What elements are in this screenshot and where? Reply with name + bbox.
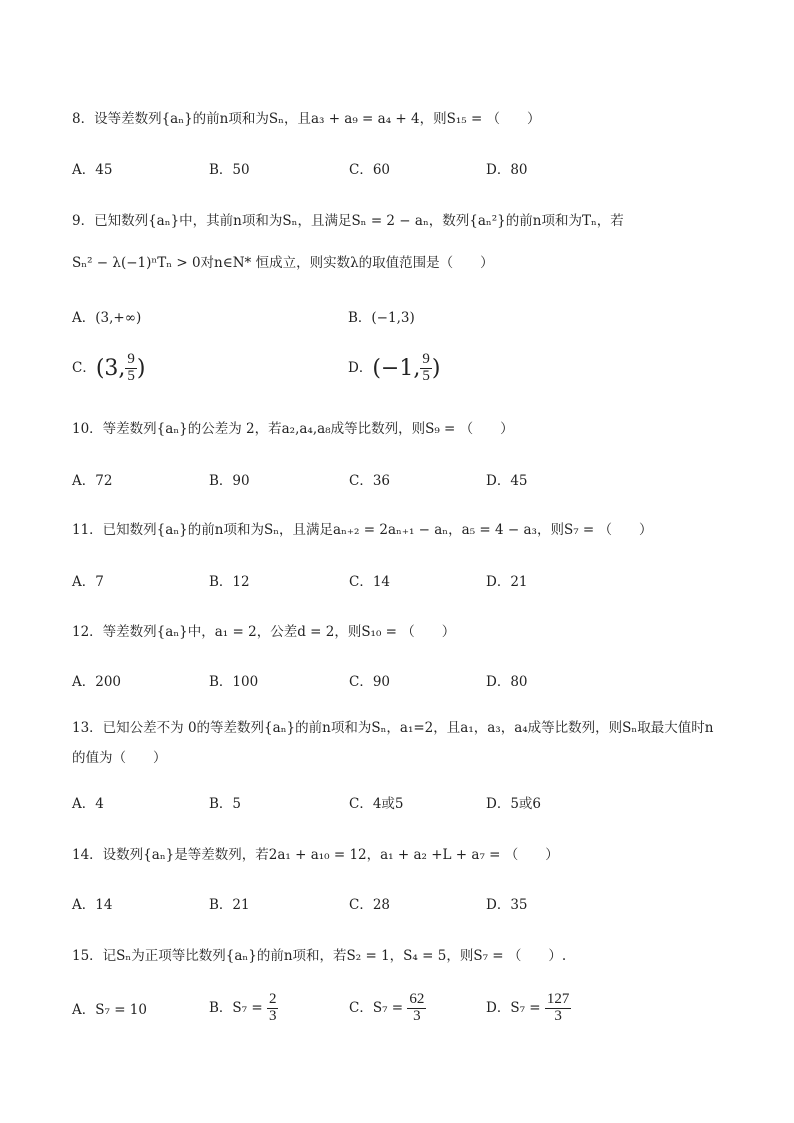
- q9-option-c-label: C．: [72, 359, 96, 376]
- q8-option-b[interactable]: B．50: [209, 162, 250, 178]
- q10-option-c[interactable]: C．36: [349, 473, 391, 489]
- fraction-denominator: 3: [268, 1007, 277, 1024]
- question-10: 10．等差数列{aₙ}的公差为 2，若a₂,a₄,a₈成等比数列，则S₉ = （ ）: [72, 421, 514, 437]
- q13-option-c[interactable]: C．4或5: [349, 796, 404, 812]
- q15-option-b[interactable]: [209, 992, 278, 1025]
- question-8: 8．设等差数列{aₙ}的前n项和为Sₙ，且a₃ + a₉ = a₄ + 4，则S₁₅ = （ ）: [72, 111, 541, 127]
- question-13-line-2: 的值为（ ）: [72, 750, 167, 766]
- question-15: 15．记Sₙ为正项等比数列{aₙ}的前n项和，若S₂ = 1，S₄ = 5，则S₇ = （ ）.: [72, 948, 567, 964]
- fraction-numerator: 9: [127, 351, 135, 367]
- q8-option-c[interactable]: C．60: [349, 162, 391, 178]
- q15-option-b-label: B．S₇ =: [209, 999, 267, 1016]
- question-9-line-2: Sₙ² − λ(−1)ⁿTₙ > 0对n∈N* 恒成立，则实数λ的取值范围是（ ）: [72, 255, 494, 271]
- q15-option-b-fraction: [267, 992, 279, 1025]
- q15-option-d-fraction: [545, 992, 572, 1025]
- q15-option-c-fraction: [407, 992, 426, 1025]
- q9-option-d-fraction: [420, 352, 432, 385]
- q12-option-b[interactable]: B．100: [209, 674, 259, 690]
- q15-option-c[interactable]: [349, 992, 426, 1025]
- q15-option-c-label: C．S₇ =: [349, 999, 408, 1016]
- q14-option-b[interactable]: B．21: [209, 897, 250, 913]
- fraction-denominator: 3: [554, 1007, 562, 1024]
- q14-option-c[interactable]: C．28: [349, 897, 391, 913]
- q13-option-d[interactable]: D．5或6: [486, 796, 542, 812]
- q9-option-a[interactable]: A．(3,+∞): [72, 310, 142, 326]
- fraction-denominator: 5: [422, 367, 430, 384]
- fraction-denominator: 5: [127, 367, 135, 384]
- q9-option-d-label: D．: [348, 359, 373, 376]
- q15-option-d-label: D．S₇ =: [486, 999, 545, 1016]
- q11-option-c[interactable]: C．14: [349, 574, 391, 590]
- q14-option-d[interactable]: D．35: [486, 897, 528, 913]
- fraction-numerator: 127: [546, 991, 570, 1007]
- q8-option-d[interactable]: D．80: [486, 162, 528, 178]
- q10-option-d[interactable]: D．45: [486, 473, 528, 489]
- fraction-denominator: 3: [413, 1007, 421, 1024]
- q11-option-d[interactable]: D．21: [486, 574, 528, 590]
- q12-option-a[interactable]: A．200: [72, 674, 122, 690]
- q10-option-b[interactable]: B．90: [209, 473, 250, 489]
- q8-option-a[interactable]: A．45: [72, 162, 113, 178]
- question-14: 14．设数列{aₙ}是等差数列，若2a₁ + a₁₀ = 12，a₁ + a₂ +L + a₇ = （ ）: [72, 847, 559, 863]
- question-11: 11．已知数列{aₙ}的前n项和为Sₙ，且满足aₙ₊₂ = 2aₙ₊₁ − aₙ，a₅ = 4 − a₃，则S₇ = （ ）: [72, 522, 653, 538]
- q14-option-a[interactable]: A．14: [72, 897, 113, 913]
- q12-option-c[interactable]: C．90: [349, 674, 391, 690]
- fraction-numerator: 62: [409, 991, 425, 1007]
- fraction-numerator: 9: [422, 351, 430, 367]
- q9-option-c-open: (3,: [95, 355, 126, 381]
- fraction-numerator: 2: [268, 991, 277, 1007]
- q12-option-d[interactable]: D．80: [486, 674, 528, 690]
- q10-option-a[interactable]: A．72: [72, 473, 113, 489]
- q9-option-d-close: ): [431, 355, 441, 381]
- q11-option-a[interactable]: A．7: [72, 574, 104, 590]
- q9-option-d-open: (−1,: [372, 355, 421, 381]
- q15-option-d[interactable]: [486, 992, 571, 1025]
- q9-option-c-fraction: [125, 352, 137, 385]
- q9-option-d[interactable]: [348, 352, 440, 385]
- question-13-line-1: 13．已知公差不为 0的等差数列{aₙ}的前n项和为Sₙ，a₁=2，且a₁，a₃，a₄成等比数列，则Sₙ取最大值时n: [72, 720, 714, 736]
- q9-option-c-close: ): [136, 355, 146, 381]
- q11-option-b[interactable]: B．12: [209, 574, 250, 590]
- q9-option-b[interactable]: B．(−1,3): [348, 310, 415, 326]
- q13-option-a[interactable]: A．4: [72, 796, 104, 812]
- q13-option-b[interactable]: B．5: [209, 796, 242, 812]
- question-9-line-1: 9．已知数列{aₙ}中，其前n项和为Sₙ，且满足Sₙ = 2 − aₙ，数列{aₙ²}的前n项和为Tₙ，若: [72, 213, 624, 229]
- q15-option-a[interactable]: A．S₇ = 10: [72, 1002, 147, 1018]
- question-12: 12．等差数列{aₙ}中，a₁ = 2，公差d = 2，则S₁₀ = （ ）: [72, 624, 456, 640]
- q9-option-c[interactable]: [72, 352, 146, 385]
